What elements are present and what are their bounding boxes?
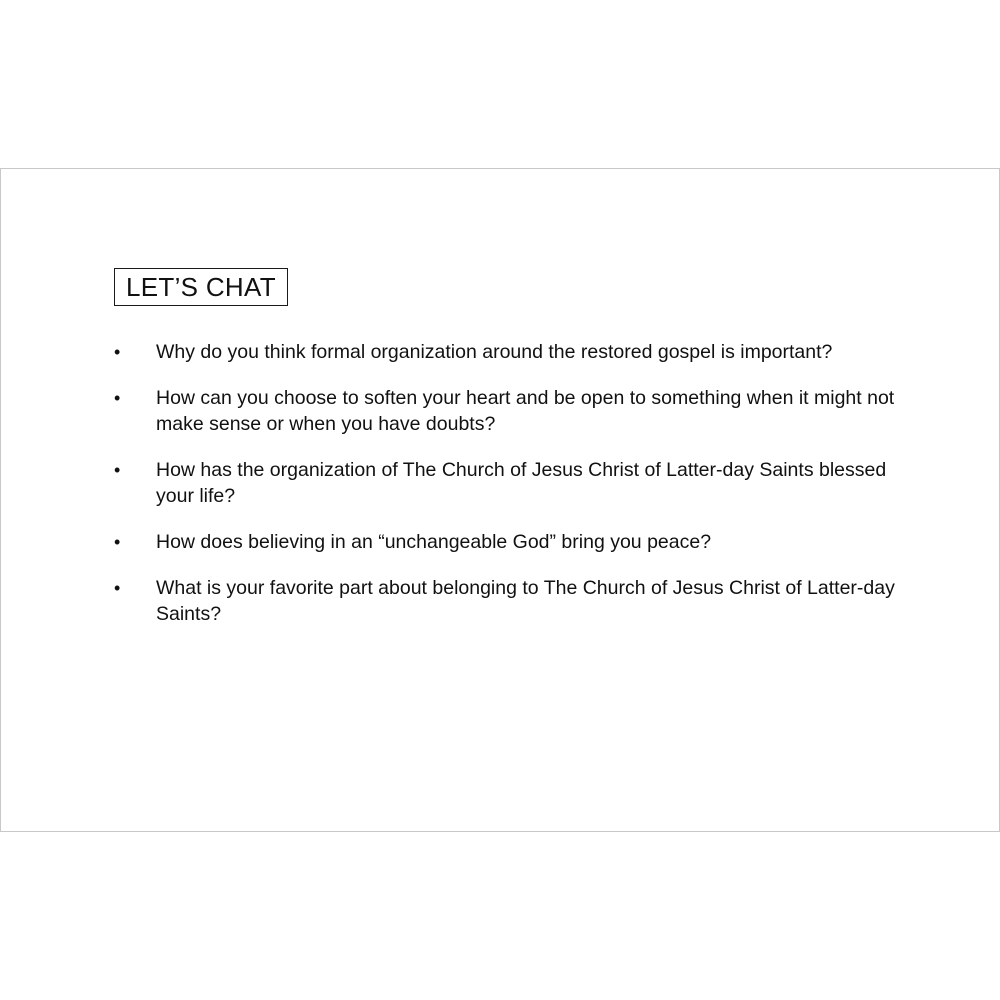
bullet-icon: •: [114, 460, 121, 480]
question-list: [114, 339, 904, 647]
question-text: How has the organization of The Church of Jesus Christ of Latter-day Saints blessed your life?: [156, 459, 887, 507]
list-item: [114, 529, 904, 555]
list-item: [114, 339, 904, 365]
list-item: [114, 575, 904, 627]
discussion-card: [0, 168, 1000, 832]
question-text: Why do you think formal organization around the restored gospel is important?: [156, 341, 833, 363]
question-text: How can you choose to soften your heart and be open to something when it might not make sense or when you have doubts?: [156, 387, 895, 435]
card-title: LET’S CHAT: [126, 271, 276, 302]
bullet-icon: •: [114, 342, 121, 362]
list-item: [114, 457, 904, 509]
bullet-icon: •: [114, 388, 121, 408]
title-box: [114, 268, 288, 306]
list-item: [114, 385, 904, 437]
bullet-icon: •: [114, 578, 121, 598]
bullet-icon: •: [114, 532, 121, 552]
question-text: How does believing in an “unchangeable God” bring you peace?: [156, 531, 712, 553]
question-text: What is your favorite part about belonging to The Church of Jesus Christ of Latter-day Saints?: [156, 577, 895, 625]
